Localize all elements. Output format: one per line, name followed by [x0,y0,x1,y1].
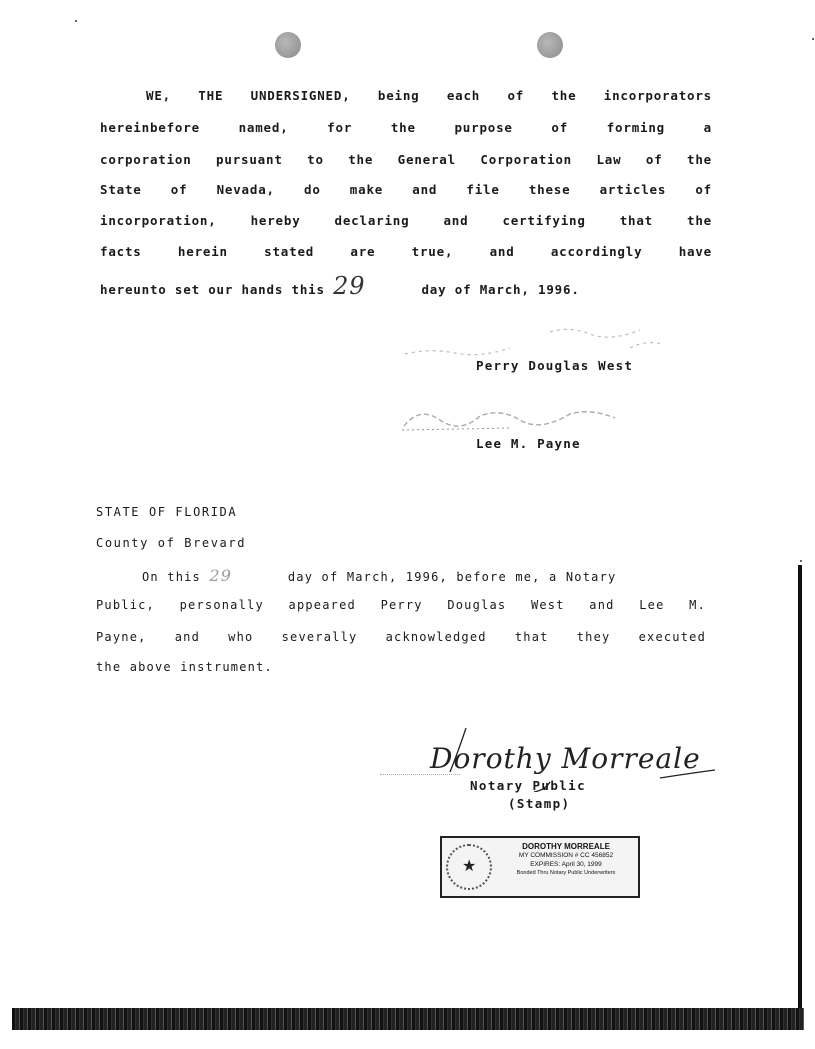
articles-line: incorporation, hereby declaring and certifying that the [100,213,712,228]
stamp-name: DOROTHY MORREALE [522,842,610,851]
stamp-commission: MY COMMISSION # CC 456852 [518,852,614,859]
handwritten-day-notary: 29 [209,566,233,585]
scan-edge-bottom [12,1008,804,1030]
signatory-name-payne: Lee M. Payne [476,436,581,451]
notary-seal-icon [446,844,492,890]
articles-line: WE, THE UNDERSIGNED, being each of the incorporators [146,88,712,103]
notary-stamp [440,836,640,898]
ack-text-before: On this [142,570,201,584]
scan-edge-right [798,565,802,1025]
signatory-name-west: Perry Douglas West [476,358,634,373]
scan-speck [75,20,77,22]
articles-line: corporation pursuant to the General Corporation Law of the [100,152,712,167]
signature-lee-m-payne [400,398,630,434]
acknowledgment-line: Public, personally appeared Perry Douglas West and Lee M. [96,598,706,612]
notary-signature: Dorothy Morreale [430,742,701,775]
punch-hole-right [537,32,563,58]
acknowledgment-line: the above instrument. [96,660,273,674]
scan-speck [812,38,814,40]
articles-closing-line [100,272,712,300]
acknowledgment-first-line [96,566,706,585]
punch-hole-left [275,32,301,58]
stamp-text [494,842,638,878]
articles-line: hereinbefore named, for the purpose of forming a [100,120,712,135]
ack-text-after: day of March, 1996, before me, a Notary [287,570,617,584]
closing-text-after: day of March, 1996. [421,282,580,297]
stamp-bonded: Bonded Thru Notary Public Underwriters [516,870,616,876]
signature-perry-douglas-west [400,318,670,362]
notary-state: STATE OF FLORIDA [96,505,238,519]
stamp-expires: EXPIRES: April 30, 1999 [530,861,602,868]
articles-line: facts herein stated are true, and accordingly have [100,244,712,259]
notary-title: Notary Public [470,778,587,793]
acknowledgment-line: Payne, and who severally acknowledged that they executed [96,630,706,644]
stamp-label: (Stamp) [508,796,571,811]
scan-speck [800,560,802,562]
seal-emblem: ★ [462,856,477,875]
closing-text-before: hereunto set our hands this [100,282,325,297]
articles-line: State of Nevada, do make and file these articles of [100,182,712,197]
handwritten-day: 29 [333,272,366,300]
notary-county: County of Brevard [96,536,247,550]
